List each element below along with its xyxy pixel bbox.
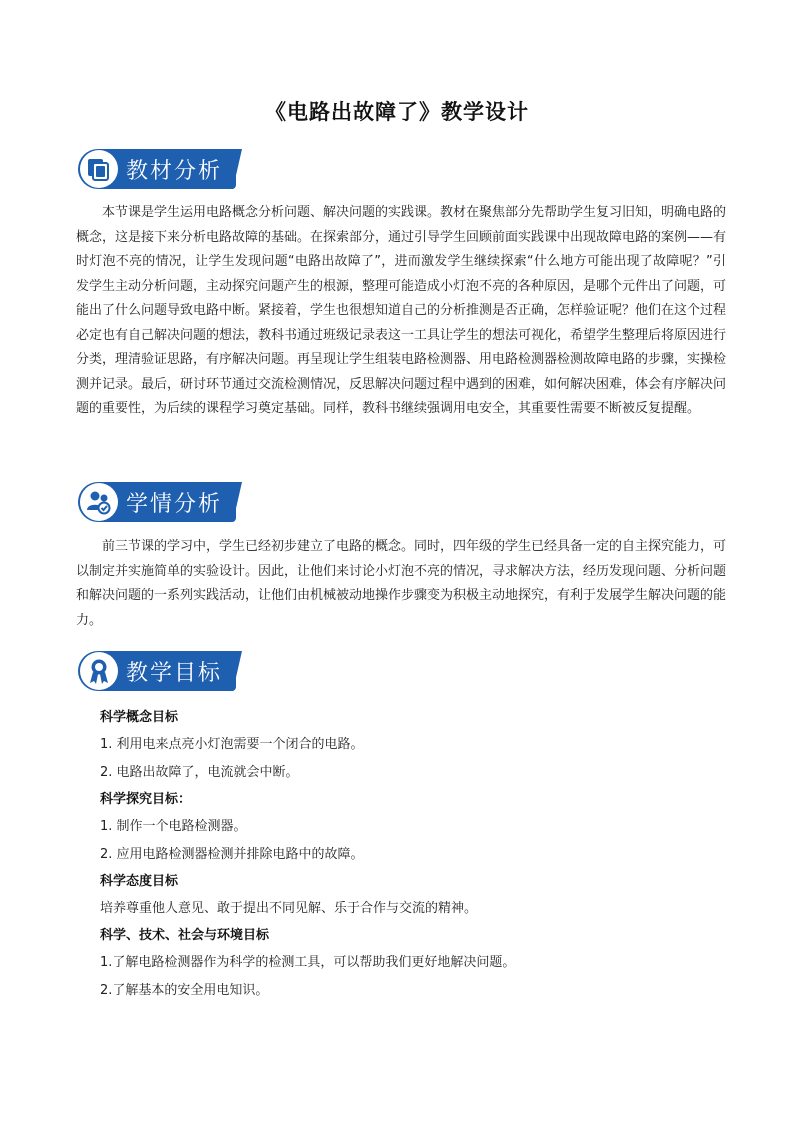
- section-header-goals: [78, 651, 248, 695]
- section-title-goals: 教学目标: [126, 661, 223, 686]
- documents-icon: [84, 154, 114, 184]
- goal-item: 1. 利用电来点亮小灯泡需要一个闭合的电路。: [100, 737, 364, 752]
- goal-item: 1. 制作一个电路检测器。: [100, 819, 247, 834]
- goal-item: 2. 应用电路检测器检测并排除电路中的故障。: [100, 847, 364, 862]
- section-header-learner: [78, 482, 248, 526]
- section-header-material: [78, 149, 248, 193]
- goal-item: 2.了解基本的安全用电知识。: [100, 983, 269, 998]
- goal-item: 2. 电路出故障了，电流就会中断。: [100, 765, 299, 780]
- goal-heading-attitude: 科学态度目标: [100, 874, 179, 889]
- goal-heading-stse: 科学、技术、社会与环境目标: [100, 928, 270, 943]
- learner-paragraph: 前三节课的学习中，学生已经初步建立了电路的概念。同时，四年级的学生已经具备一定的自主探究能力，可以制定并实施简单的实验设计。因此，让他们来讨论小灯泡不亮的情况，寻求解决方法，经历发现问题、分析问题和解决问题的一系列实践活动，让他们由机械被动地操作步骤变为积极主动地探究，有利于发展学生解决问题的能力。: [76, 539, 727, 628]
- page-title: 《电路出故障了》教学设计: [265, 99, 529, 124]
- goal-heading-concept: 科学概念目标: [100, 710, 179, 725]
- section-title-material: 教材分析: [126, 159, 223, 184]
- section-title-learner: 学情分析: [126, 492, 223, 517]
- goal-item: 培养尊重他人意见、敢于提出不同见解、乐于合作与交流的精神。: [100, 901, 478, 916]
- goals-list: [100, 705, 720, 1005]
- award-ribbon-icon: [84, 656, 114, 686]
- goal-heading-inquiry: 科学探究目标：: [100, 792, 192, 807]
- material-paragraph: 本节课是学生运用电路概念分析问题、解决问题的实践课。教材在聚焦部分先帮助学生复习旧知，明确电路的概念，这是接下来分析电路故障的基础。在探索部分，通过引导学生回顾前面实践课中出现故障电路的案例——有时灯泡不亮的情况，让学生发现问题“电路出故障了”，进而激发学生继续探索“什么地方可能出现了故障呢？”引发学生主动分析问题，主动探究问题产生的根源，整理可能造成小灯泡不亮的各种原因，是哪个元件出了问题，可能出了什么问题导致电路中断。紧接着，学生也很想知道自己的分析推测是否正确，怎样验证呢？他们在这个过程必定也有自己解决问题的想法，教科书通过班级记录表这一工具让学生的想法可视化，希望学生整理后将原因进行分类，理清验证思路，有序解决问题。再呈现让学生组装电路检测器、用电路检测器检测故障电路的步骤，实操检测并记录。最后，研讨环节通过交流检测情况，反思解决问题过程中遇到的困难，如何解决困难，体会有序解决问题的重要性，为后续的课程学习奠定基础。同样，教科书继续强调用电安全，其重要性需要不断被反复提醒。: [76, 205, 727, 416]
- people-icon: [84, 487, 114, 517]
- goal-item: 1.了解电路检测器作为科学的检测工具，可以帮助我们更好地解决问题。: [100, 955, 516, 970]
